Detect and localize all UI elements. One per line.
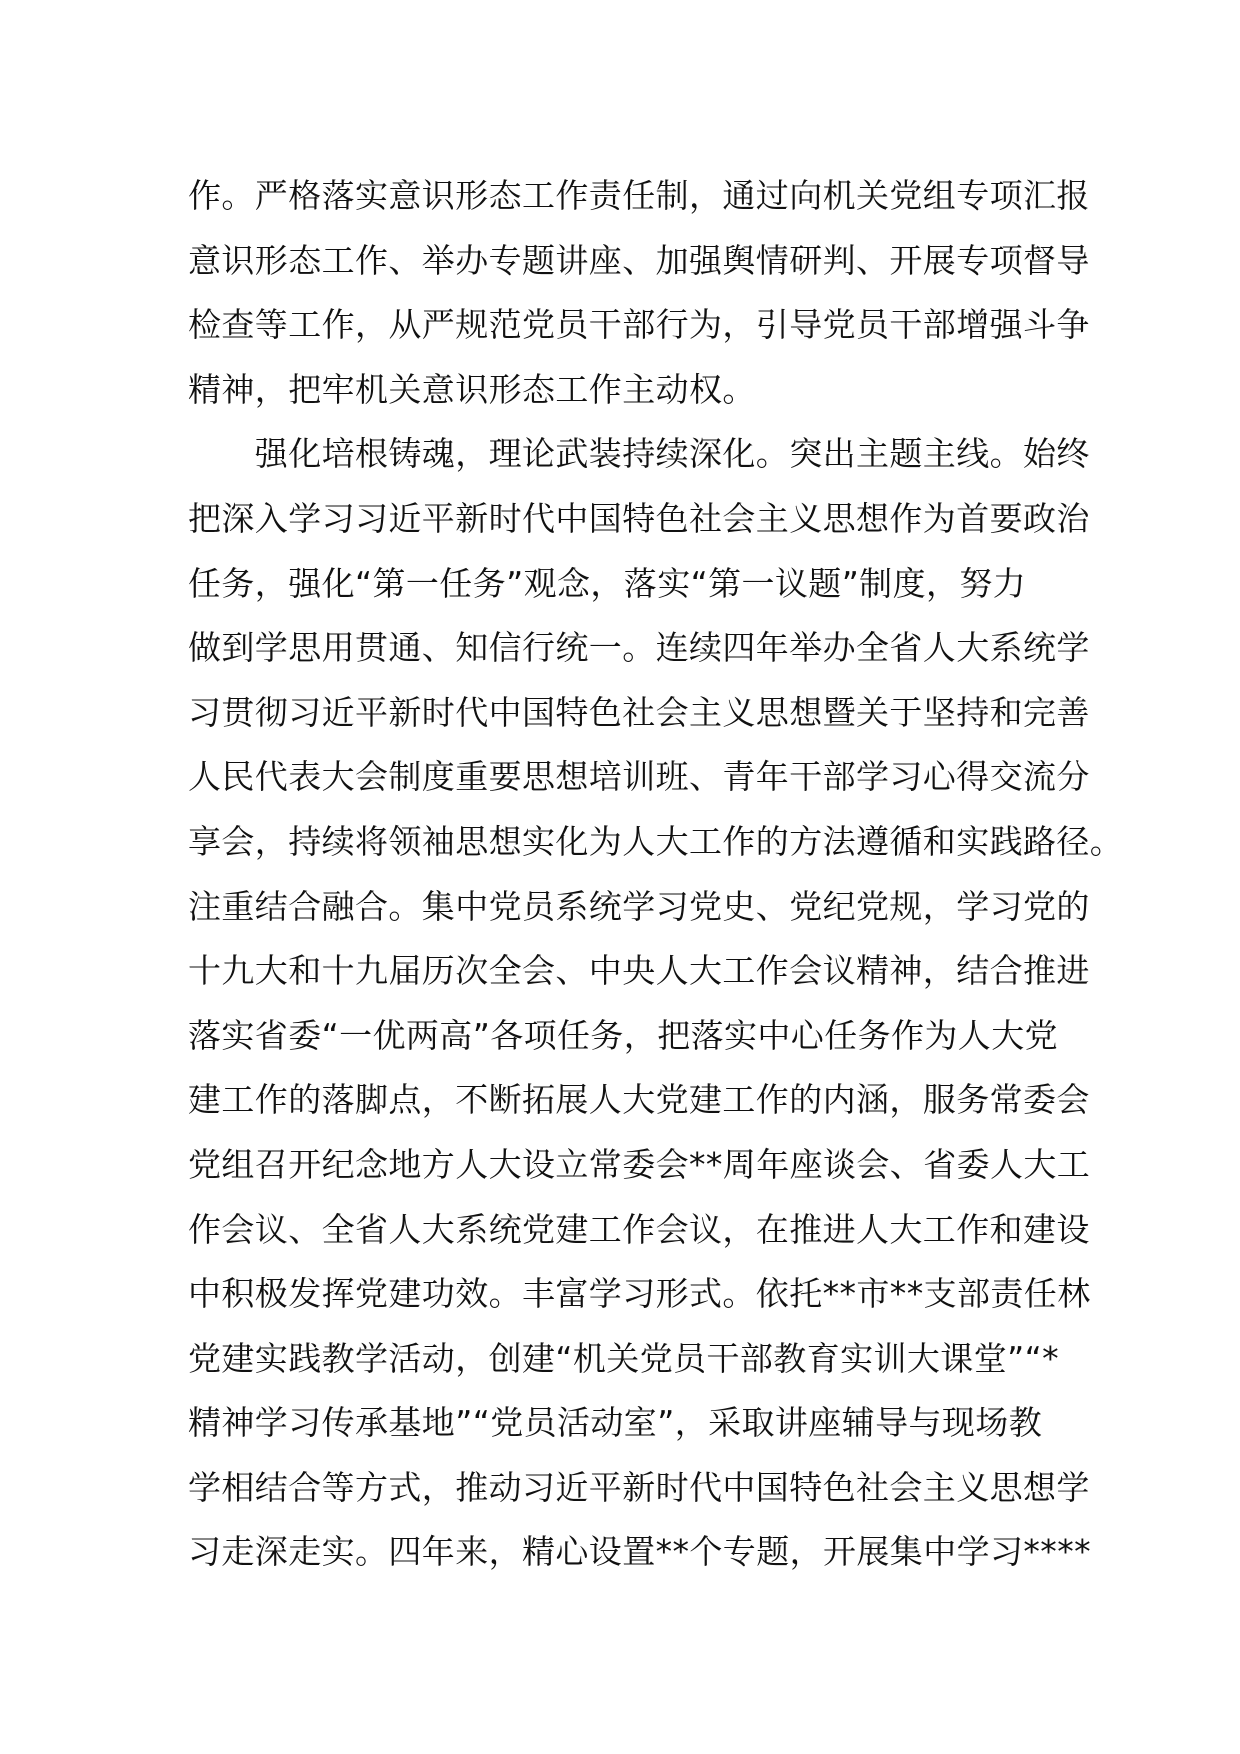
text-line-10: 人民代表大会制度重要思想培训班、青年干部学习心得交流分: [188, 757, 1090, 797]
text-line-19: 党建实践教学活动，创建“机关党员干部教育实训大课堂”“*: [188, 1338, 1059, 1378]
text-line-15: 建工作的落脚点，不断拓展人大党建工作的内涵，服务常委会: [188, 1080, 1090, 1120]
text-line-21: 学相结合等方式，推动习近平新时代中国特色社会主义思想学: [188, 1467, 1090, 1507]
text-line-12: 注重结合融合。集中党员系统学习党史、党纪党规，学习党的: [188, 886, 1090, 926]
text-line-18: 中积极发挥党建功效。丰富学习形式。依托**市**支部责任林: [188, 1274, 1091, 1314]
text-line-8: 做到学思用贯通、知信行统一。连续四年举办全省人大系统学: [188, 628, 1090, 668]
text-line-11: 享会，持续将领袖思想实化为人大工作的方法遵循和实践路径。: [188, 821, 1124, 861]
body-text: [188, 164, 1124, 1585]
text-line-4: 精神，把牢机关意识形态工作主动权。: [188, 369, 756, 409]
text-line-2: 意识形态工作、举办专题讲座、加强舆情研判、开展专项督导: [188, 240, 1090, 280]
text-line-9: 习贯彻习近平新时代中国特色社会主义思想暨关于坚持和完善: [188, 692, 1090, 732]
text-line-1: 作。严格落实意识形态工作责任制，通过向机关党组专项汇报: [188, 176, 1090, 215]
text-line-6: 把深入学习习近平新时代中国特色社会主义思想作为首要政治: [188, 498, 1090, 538]
text-line-3: 检查等工作，从严规范党员干部行为，引导党员干部增强斗争: [188, 305, 1090, 345]
text-line-17: 作会议、全省人大系统党建工作会议，在推进人大工作和建设: [188, 1209, 1090, 1249]
text-line-16: 党组召开纪念地方人大设立常委会**周年座谈会、省委人大工: [188, 1144, 1091, 1184]
text-line-5: 强化培根铸魂，理论武装持续深化。突出主题主线。始终: [188, 434, 1090, 474]
text-line-22: 习走深走实。四年来，精心设置**个专题，开展集中学习****: [188, 1532, 1091, 1572]
text-line-7: 任务，强化“第一任务”观念，落实“第一议题”制度，努力: [188, 563, 1027, 603]
text-line-20: 精神学习传承基地”“党员活动室”，采取讲座辅导与现场教: [188, 1403, 1043, 1443]
text-line-14: 落实省委“一优两高”各项任务，把落实中心任务作为人大党: [188, 1015, 1058, 1055]
text-line-13: 十九大和十九届历次全会、中央人大工作会议精神，结合推进: [188, 951, 1090, 991]
